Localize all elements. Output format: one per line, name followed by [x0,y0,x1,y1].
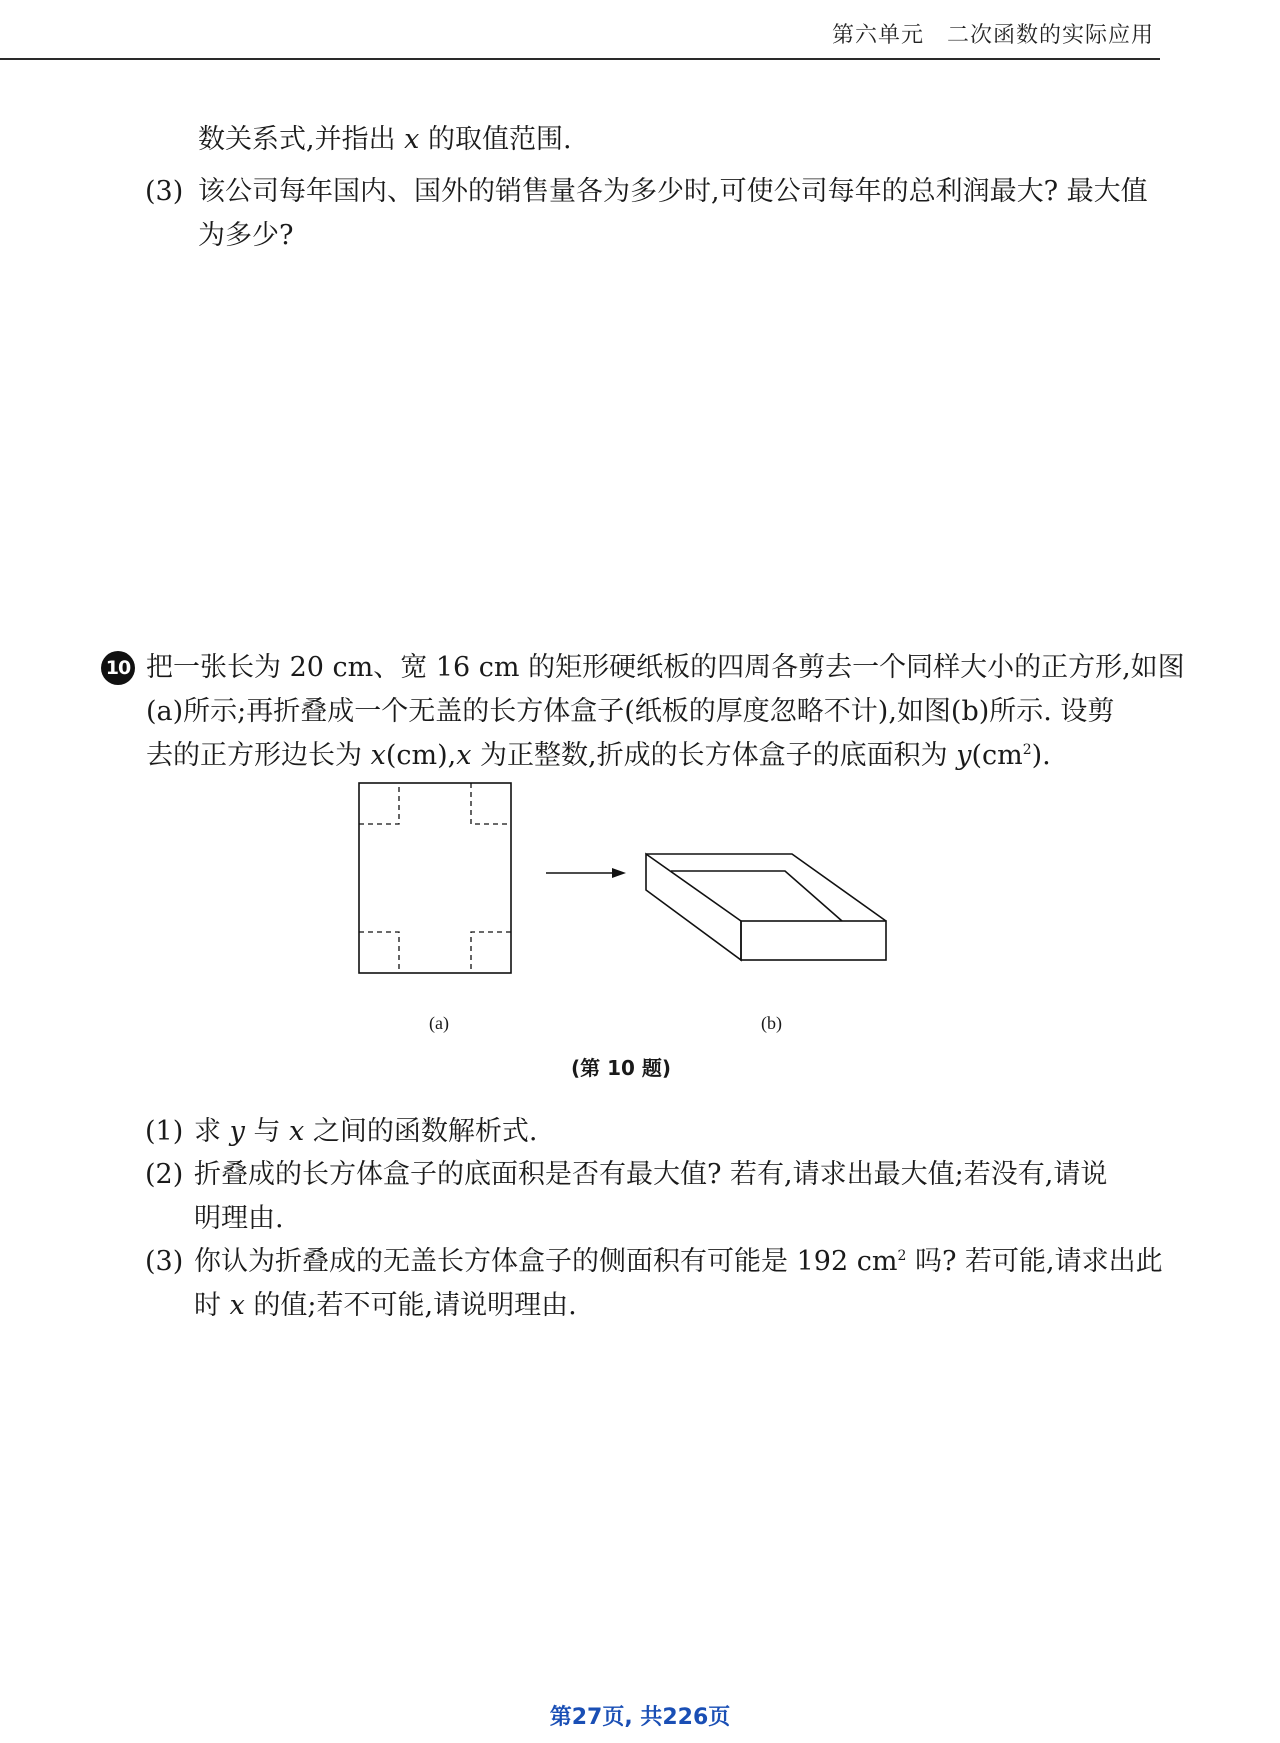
cut-square-top-right [471,783,511,824]
box-top-rim [646,854,886,921]
sub2-line1: 折叠成的长方体盒子的底面积是否有最大值? 若有,请求出最大值;若没有,请说 [194,1159,1108,1190]
box-left-face [646,854,741,960]
cardboard-sheet-figure-a [359,783,511,973]
figure-caption: (第 10 题) [571,1056,672,1080]
prev-q3-label: (3) [145,176,184,207]
sub1-label: (1) [145,1116,184,1147]
page-header-title: 第六单元 二次函数的实际应用 [831,23,1154,48]
sub2-line2: 明理由. [194,1203,284,1234]
fold-arrow [546,868,626,878]
header-divider [0,58,1160,60]
sub1-text: 求 y 与 x 之间的函数解析式. [194,1116,538,1147]
box-inner-edges [671,871,842,921]
sub2-label: (2) [145,1159,184,1190]
cut-square-bottom-left [359,932,399,973]
sub3-line1: 你认为折叠成的无盖长方体盒子的侧面积有可能是 192 $cm^2$ 吗? 若可能,请求出此 [194,1246,1163,1277]
cardboard-outline [359,783,511,973]
sub3-line2: 时 x 的值;若不可能,请说明理由. [194,1290,577,1321]
page-indicator: 第27页, 共226页 [549,1705,731,1730]
q10-line2: (a)所示;再折叠成一个无盖的长方体盒子(纸板的厚度忽略不计),如图(b)所示. 设剪 [146,696,1115,727]
question-number-badge: 10 [101,651,135,685]
prev-q3-line1: 该公司每年国内、国外的销售量各为多少时,可使公司每年的总利润最大? 最大值 [198,176,1148,207]
cut-square-top-left [359,783,399,824]
prev-question-continuation: 数关系式,并指出 x 的取值范围. [198,124,572,155]
cut-square-bottom-right [471,932,511,973]
box-folding-figure [340,775,920,1040]
prev-q3-line2: 为多少? [198,220,294,251]
open-box-figure-b [646,854,886,960]
q10-line1: 把一张长为 20 cm、宽 16 cm 的矩形硬纸板的四周各剪去一个同样大小的正方形,如图 [146,652,1185,683]
figure-b-label: (b) [761,1013,782,1033]
q10-line3: 去的正方形边长为 x(cm),x 为正整数,折成的长方体盒子的底面积为 $y(cm^2)$. [146,740,1051,771]
sub3-label: (3) [145,1246,184,1277]
figure-a-label: (a) [429,1013,449,1033]
box-front-face [741,921,886,960]
cut-corner-squares [359,783,511,973]
